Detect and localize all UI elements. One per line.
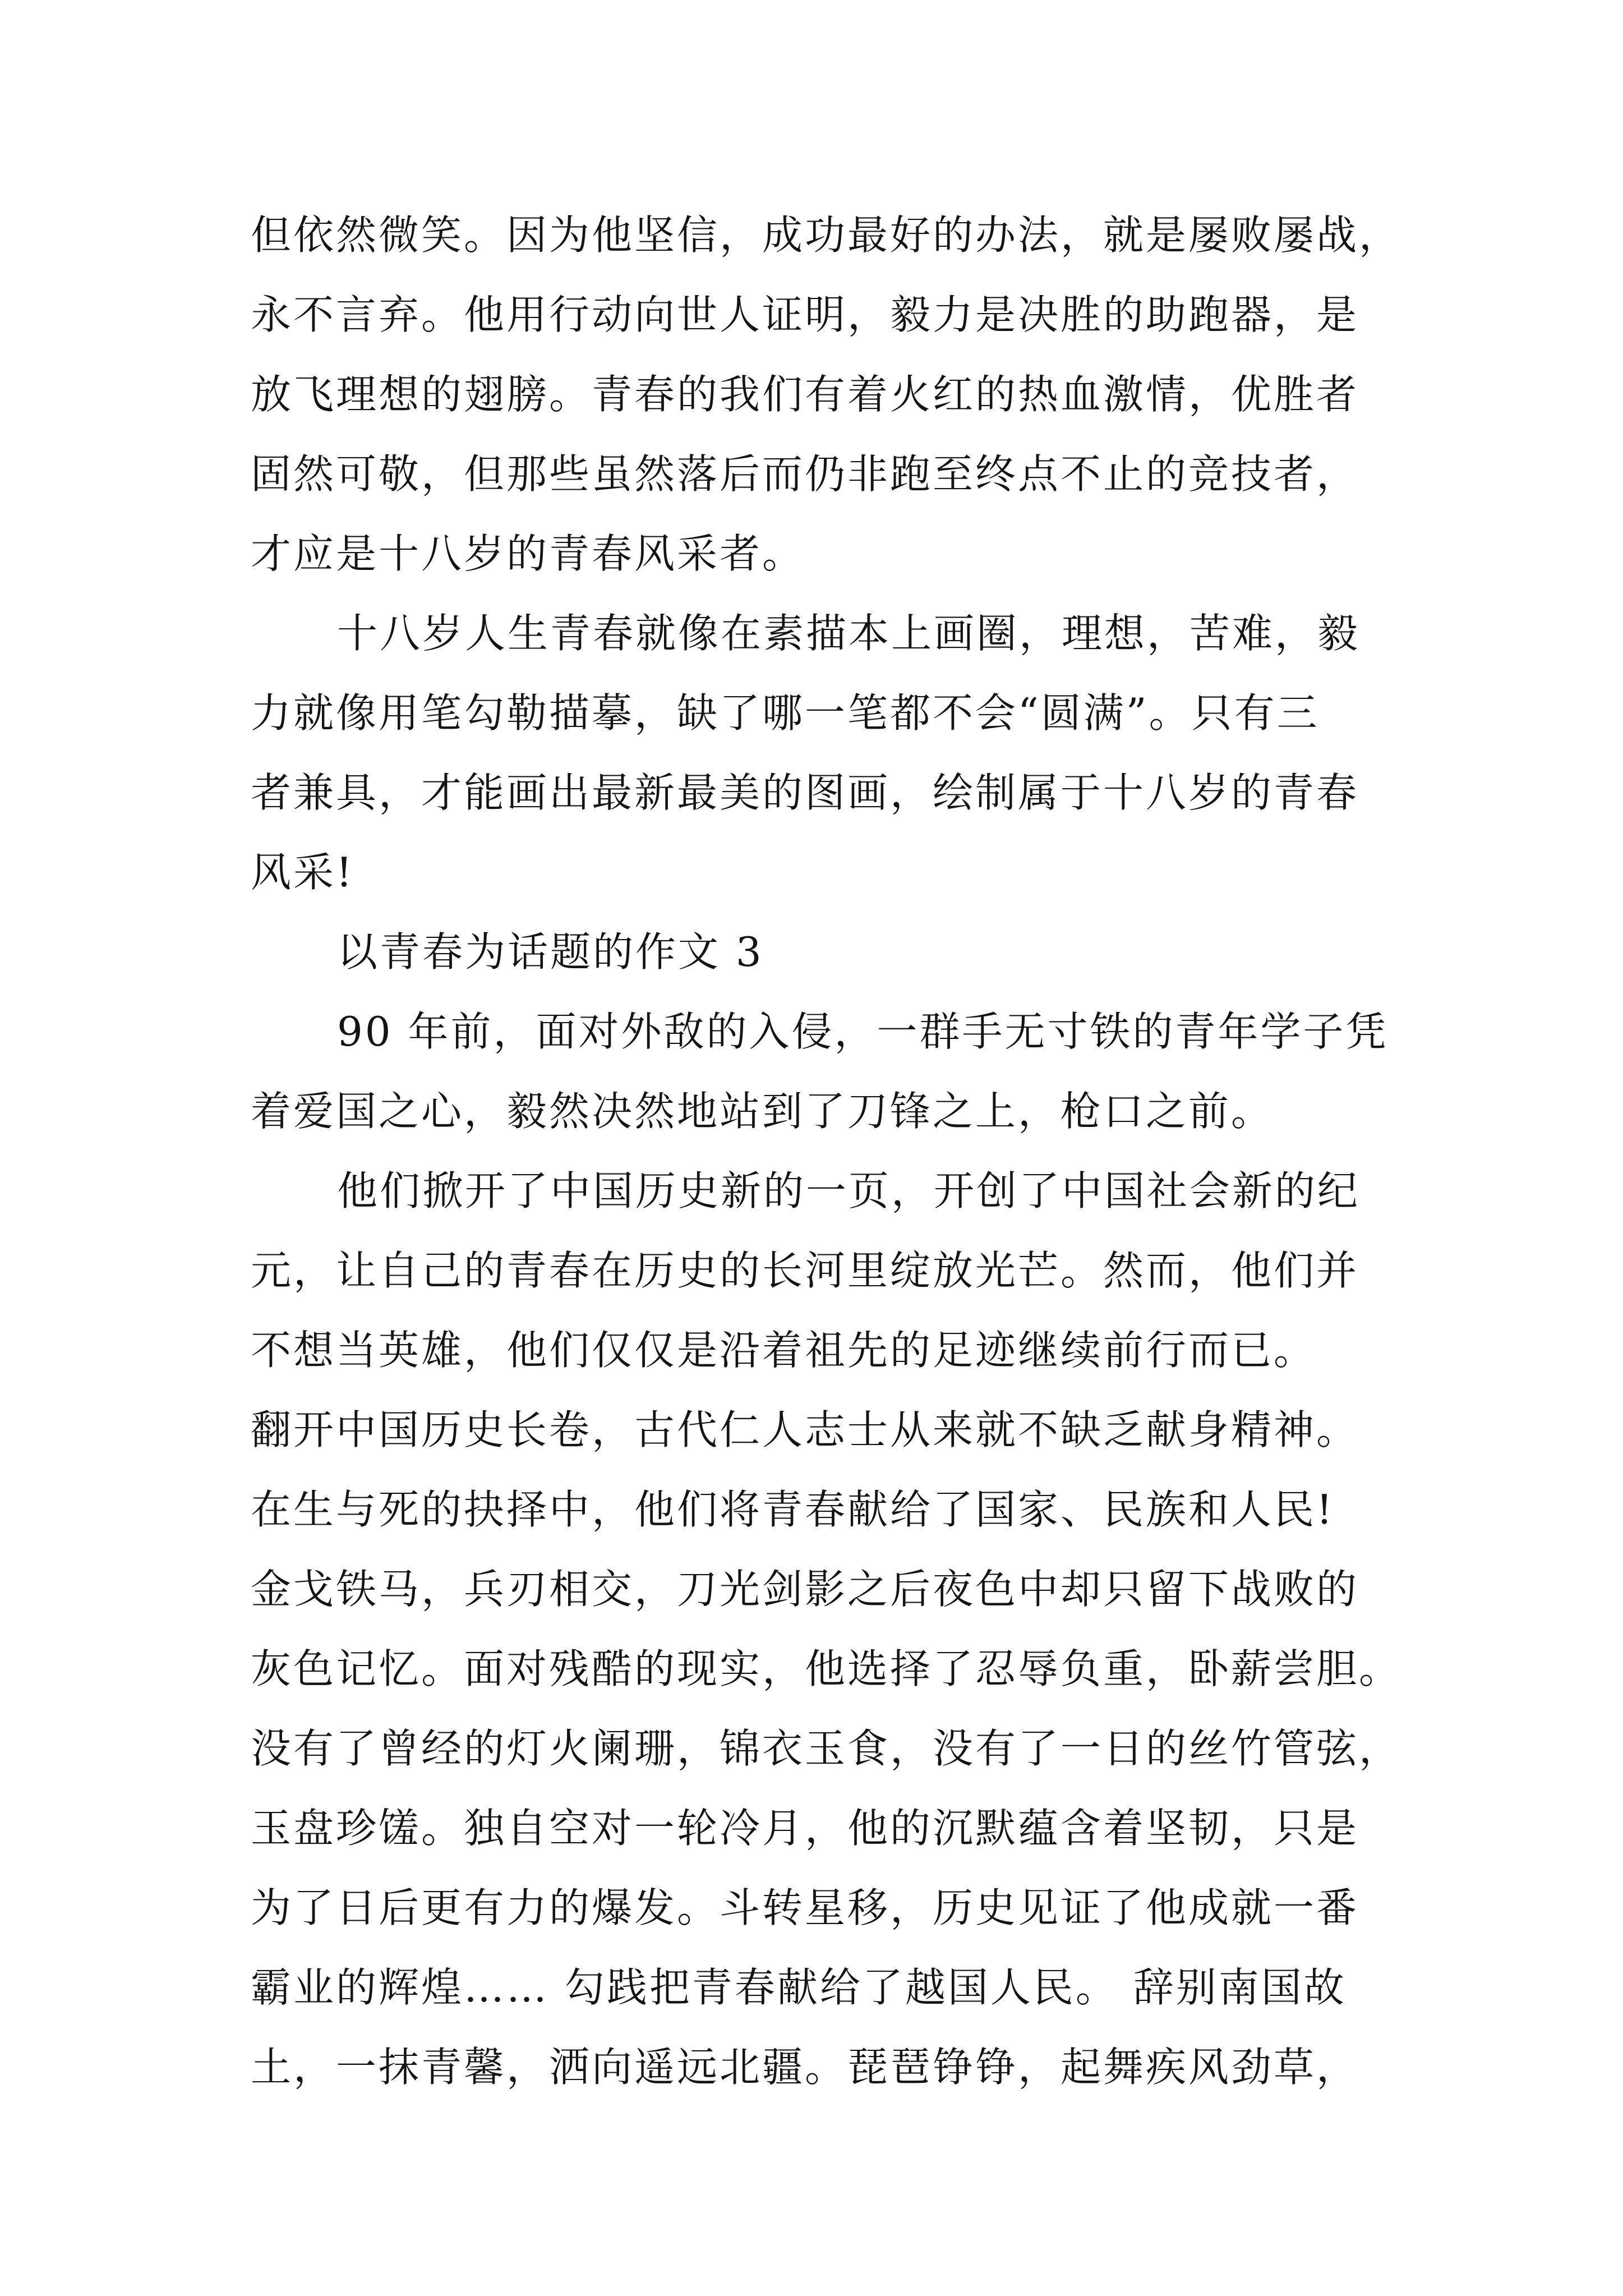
text-line: 永不言弃。他用行动向世人证明，毅力是决胜的助跑器，是 [251, 291, 1359, 338]
paragraph-start-line: 十八岁人生青春就像在素描本上画圈，理想，苦难，毅 [337, 610, 1361, 657]
text-line: 灰色记忆。面对残酷的现实，他选择了忍辱负重，卧薪尝胆。 [251, 1645, 1402, 1692]
text-line: 土，一抹青馨，洒向遥远北疆。琵琶铮铮，起舞疾风劲草， [251, 2044, 1359, 2091]
text-line: 金戈铁马，兵刃相交，刀光剑影之后夜色中却只留下战败的 [251, 1566, 1359, 1613]
paragraph-start-line: 90 年前，面对外敌的入侵，一群手无寸铁的青年学子凭 [337, 1008, 1389, 1055]
text-line: 没有了曾经的灯火阑珊，锦衣玉食，没有了一日的丝竹管弦， [251, 1725, 1402, 1772]
text-line: 霸业的辉煌…… 勾践把青春献给了越国人民。 辞别南国故 [251, 1964, 1347, 2011]
text-line: 才应是十八岁的青春风采者。 [251, 530, 805, 577]
text-line: 玉盘珍馐。独自空对一轮冷月，他的沉默蕴含着坚韧，只是 [251, 1805, 1359, 1852]
text-line: 力就像用笔勾勒描摹，缺了哪一笔都不会“圆满”。只有三 [251, 689, 1320, 737]
text-line: 但依然微笑。因为他坚信，成功最好的办法，就是屡败屡战， [251, 211, 1402, 259]
text-line: 元，让自己的青春在历史的长河里绽放光芒。然而，他们并 [251, 1247, 1359, 1294]
text-line: 不想当英雄，他们仅仅是沿着祖先的足迹继续前行而已。 [251, 1327, 1317, 1374]
section-heading: 以青春为话题的作文 3 [337, 928, 764, 976]
text-line: 者兼具，才能画出最新最美的图画，绘制属于十八岁的青春 [251, 769, 1359, 816]
text-line: 翻开中国历史长卷，古代仁人志士从来就不缺乏献身精神。 [251, 1406, 1359, 1453]
text-line: 为了日后更有力的爆发。斗转星移，历史见证了他成就一番 [251, 1884, 1359, 1931]
text-line: 固然可敬，但那些虽然落后而仍非跑至终点不止的竞技者， [251, 450, 1359, 498]
paragraph-start-line: 他们掀开了中国历史新的一页，开创了中国社会新的纪 [337, 1167, 1361, 1214]
text-line: 着爱国之心，毅然决然地站到了刀锋之上，枪口之前。 [251, 1088, 1274, 1135]
text-line: 在生与死的抉择中，他们将青春献给了国家、民族和人民! [251, 1486, 1335, 1533]
text-line: 风采! [251, 849, 354, 896]
text-line: 放飞理想的翅膀。青春的我们有着火红的热血激情，优胜者 [251, 371, 1359, 418]
